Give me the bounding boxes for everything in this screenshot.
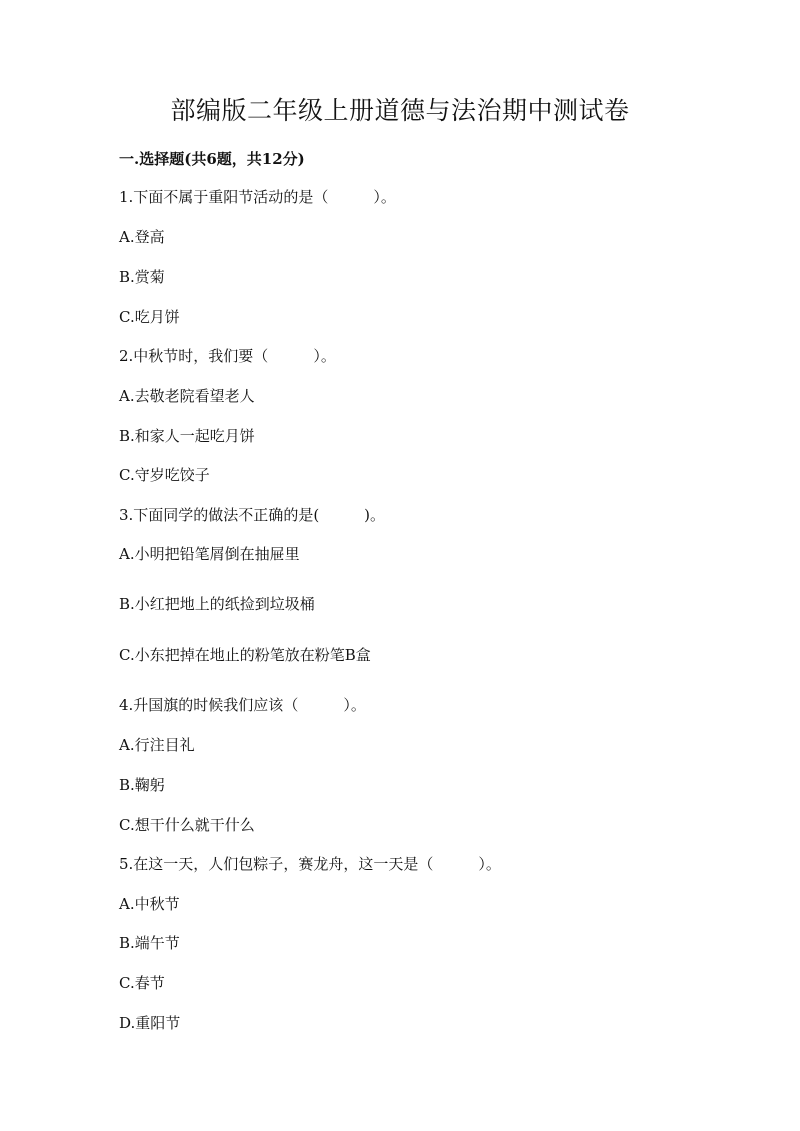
question-1-option-a: A.登高 xyxy=(119,228,165,246)
page-title: 部编版二年级上册道德与法治期中测试卷 xyxy=(170,96,630,125)
question-5-option-d: D.重阳节 xyxy=(119,1014,181,1032)
section-heading: 一.选择题(共6题，共12分) xyxy=(119,150,305,168)
question-1-option-b: B.赏菊 xyxy=(119,268,165,286)
question-2-stem: 2.中秋节时，我们要（ ）。 xyxy=(119,347,336,365)
question-4-option-a: A.行注目礼 xyxy=(119,736,195,754)
question-2-option-b: B.和家人一起吃月饼 xyxy=(119,427,255,445)
question-4-option-c: C.想干什么就干什么 xyxy=(119,816,255,834)
question-3-option-b: B.小红把地上的纸捡到垃圾桶 xyxy=(119,595,315,613)
question-3-stem: 3.下面同学的做法不正确的是( )。 xyxy=(119,506,386,524)
question-1-option-c: C.吃月饼 xyxy=(119,308,180,326)
question-5-option-a: A.中秋节 xyxy=(119,895,180,913)
question-2-option-a: A.去敬老院看望老人 xyxy=(119,387,255,405)
question-5-option-c: C.春节 xyxy=(119,974,165,992)
question-4-option-b: B.鞠躬 xyxy=(119,776,165,794)
question-5-stem: 5.在这一天，人们包粽子，赛龙舟，这一天是（ ）。 xyxy=(119,855,501,873)
question-5-option-b: B.端午节 xyxy=(119,934,180,952)
question-1-stem: 1.下面不属于重阳节活动的是（ ）。 xyxy=(119,188,396,206)
question-3-option-a: A.小明把铅笔屑倒在抽屉里 xyxy=(119,545,300,563)
question-2-option-c: C.守岁吃饺子 xyxy=(119,466,210,484)
question-3-option-c: C.小东把掉在地止的粉笔放在粉笔B盒 xyxy=(119,646,371,664)
question-4-stem: 4.升国旗的时候我们应该（ ）。 xyxy=(119,696,366,714)
